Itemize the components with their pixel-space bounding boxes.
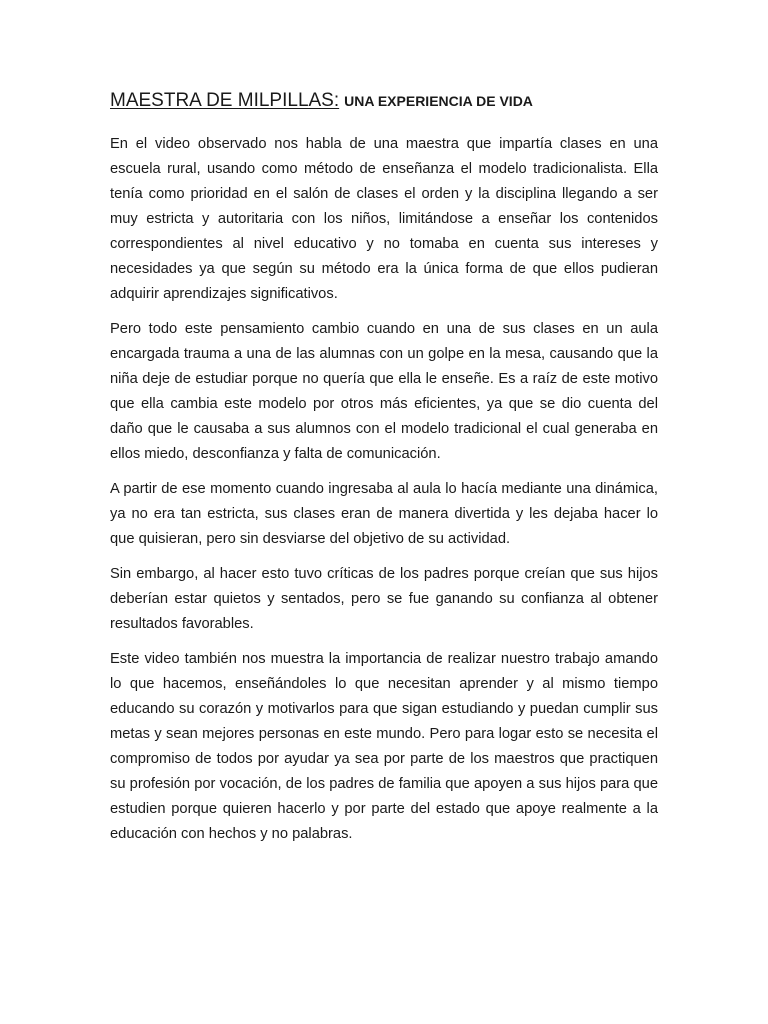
paragraph-3: A partir de ese momento cuando ingresaba al aula lo hacía mediante una dinámica, ya no era tan estricta, sus clases eran de manera divertida y les dejaba hacer lo que quisieran, pero sin desviarse del objetivo de su actividad. bbox=[110, 481, 658, 547]
paragraph-1: En el video observado nos habla de una maestra que impartía clases en una escuela rural, usando como método de enseñanza el modelo tradicionalista. Ella tenía como prioridad en el salón de clases el orden y la disciplina llegando a ser muy estricta y autoritaria con los niños, limitándose a enseñar los contenidos correspondientes al nivel educativo y no tomaba en cuenta sus intereses y necesidades ya que según su método era la única forma de que ellos pudieran adquirir aprendizajes significativos. bbox=[110, 136, 658, 302]
document-body bbox=[110, 132, 658, 857]
paragraph-5: Este video también nos muestra la importancia de realizar nuestro trabajo amando lo que hacemos, enseñándoles lo que necesitan aprender y al mismo tiempo educando su corazón y motivarlos para que sigan estudiando y puedan cumplir sus metas y sean mejores personas en este mundo. Pero para logar esto se necesita el compromiso de todos por ayudar ya sea por parte de los maestros que practiquen su profesión por vocación, de los padres de familia que apoyen a sus hijos para que estudien porque quieren hacerlo y por parte del estado que apoye realmente a la educación con hechos y no palabras. bbox=[110, 651, 658, 842]
title-main: MAESTRA DE MILPILLAS: bbox=[110, 90, 340, 111]
document-title bbox=[110, 84, 670, 112]
paragraph-2: Pero todo este pensamiento cambio cuando en una de sus clases en un aula encargada trauma a una de las alumnas con un golpe en la mesa, causando que la niña deje de estudiar porque no quería que ella le enseñe. Es a raíz de este motivo que ella cambia este modelo por otros más eficientes, ya que se dio cuenta del daño que le causaba a sus alumnos con el modelo tradicional el cual generaba en ellos miedo, desconfianza y falta de comunicación. bbox=[110, 321, 658, 462]
title-subtitle: UNA EXPERIENCIA DE VIDA bbox=[344, 93, 533, 109]
paragraph-4: Sin embargo, al hacer esto tuvo críticas de los padres porque creían que sus hijos deberían estar quietos y sentados, pero se fue ganando su confianza al obtener resultados favorables. bbox=[110, 566, 658, 632]
